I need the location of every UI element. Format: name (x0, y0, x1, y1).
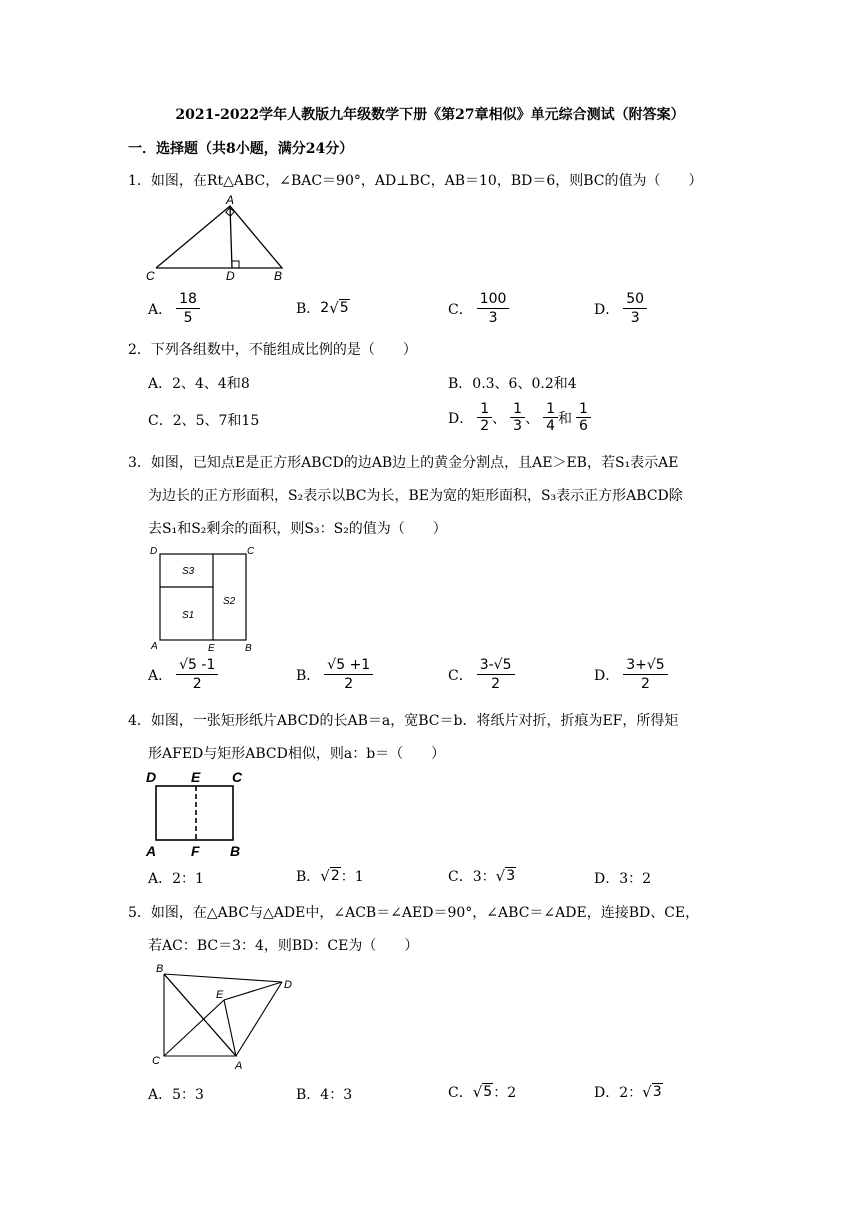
q5-line-1: 5．如图，在△ABC与△ADE中，∠ACB＝∠AED＝90°，∠ABC＝∠ADE，连接BD、CE， (128, 905, 700, 921)
q1-label-b: B (274, 269, 283, 283)
q3-label-s1: S1 (182, 610, 195, 621)
q4-label-f: F (191, 843, 200, 859)
q1-figure (140, 192, 300, 284)
q3-label-c: C (247, 546, 255, 557)
q2-option-a[interactable]: A．2、4、4和8 (148, 376, 250, 392)
section-heading: 一．选择题（共8小题，满分24分） (128, 141, 354, 157)
q3-option-d[interactable]: D． $\frac{3+√5}{2}$ (594, 656, 668, 693)
q4-line-2: 形AFED与矩形ABCD相似，则a：b＝（ ） (148, 746, 446, 762)
q4-figure (142, 768, 254, 860)
q1-label-d: D (226, 269, 235, 283)
q2-option-d[interactable]: D． $\frac{1}{2}$ 、 $\frac{1}{3}$ 、 $\frac{1}{4}$ 和 $\frac{1}{6}$ (448, 401, 591, 434)
q3-label-a: A (151, 641, 158, 652)
q3-label-s2: S2 (223, 596, 236, 607)
q1-label-c: C (146, 269, 155, 283)
q5-label-e: E (216, 989, 224, 1001)
q4-label-a: A (146, 843, 157, 859)
q3-option-c[interactable]: C． $\frac{3-√5}{2}$ (448, 656, 515, 693)
q5-label-a: A (235, 1060, 243, 1072)
page-title: 2021-2022学年人教版九年级数学下册《第27章相似》单元综合测试（附答案） (175, 107, 685, 123)
q2-text: 2．下列各组数中，不能组成比例的是（ ） (128, 342, 417, 358)
q1-option-d[interactable]: D． $\frac{50}{3}$ (594, 290, 647, 327)
q3-label-b: B (245, 643, 252, 654)
q4-option-a[interactable]: A．2：1 (148, 871, 204, 887)
q5-label-d: D (284, 979, 292, 991)
q3-line-3: 去S₁和S₂剩余的面积，则S₃：S₂的值为（ ） (148, 521, 447, 537)
q1-text: 1．如图，在Rt△ABC，∠BAC＝90°，AD⊥BC，AB＝10，BD＝6，则BC的值为（ ） (128, 173, 703, 189)
q3-label-s3: S3 (182, 566, 195, 577)
q2-option-c[interactable]: C．2、5、7和15 (148, 413, 260, 429)
q3-line-2: 为边长的正方形面积，S₂表示以BC为长，BE为宽的矩形面积，S₃表示正方形ABCD除 (148, 488, 683, 504)
q4-label-d: D (146, 769, 157, 785)
q5-option-c[interactable]: C． √ 5 ：2 (448, 1083, 517, 1101)
q3-option-b[interactable]: B． $\frac{√5 +1}{2}$ (296, 656, 373, 693)
q4-option-d[interactable]: D．3：2 (594, 871, 652, 887)
q5-label-c: C (152, 1055, 160, 1067)
q1-option-c[interactable]: C． $\frac{100}{3}$ (448, 290, 509, 327)
q1-label-a: A (226, 193, 235, 207)
q5-option-a[interactable]: A．5：3 (148, 1087, 204, 1103)
q5-line-2: 若AC：BC＝3：4，则BD：CE为（ ） (148, 938, 419, 954)
q3-option-a[interactable]: A． $\frac{√5 -1}{2}$ (148, 656, 218, 693)
q3-label-d: D (150, 546, 158, 557)
q4-option-b[interactable]: B． √ 2 ：1 (296, 867, 364, 885)
q4-label-c: C (232, 769, 243, 785)
q1-option-a[interactable]: A． $\frac{18}{5}$ (148, 290, 200, 327)
q5-option-d[interactable]: D．2： √ 3 (594, 1083, 662, 1101)
q2-option-b[interactable]: B．0.3、6、0.2和4 (448, 376, 577, 392)
q5-option-b[interactable]: B．4：3 (296, 1087, 353, 1103)
q4-option-c[interactable]: C．3： √ 3 (448, 867, 516, 885)
q4-line-1: 4．如图，一张矩形纸片ABCD的长AB＝a，宽BC＝b．将纸片对折，折痕为EF，所得矩 (128, 713, 679, 729)
q3-label-e: E (208, 643, 215, 654)
q5-figure (142, 958, 302, 1073)
q4-label-b: B (230, 843, 241, 859)
q5-label-b: B (156, 963, 164, 975)
q4-label-e: E (191, 769, 201, 785)
q3-figure (146, 542, 266, 657)
q1-option-b[interactable]: B． 2 √ 5 (296, 299, 349, 317)
q3-line-1: 3．如图，已知点E是正方形ABCD的边AB边上的黄金分割点，且AE＞EB，若S₁表示AE (128, 455, 679, 471)
